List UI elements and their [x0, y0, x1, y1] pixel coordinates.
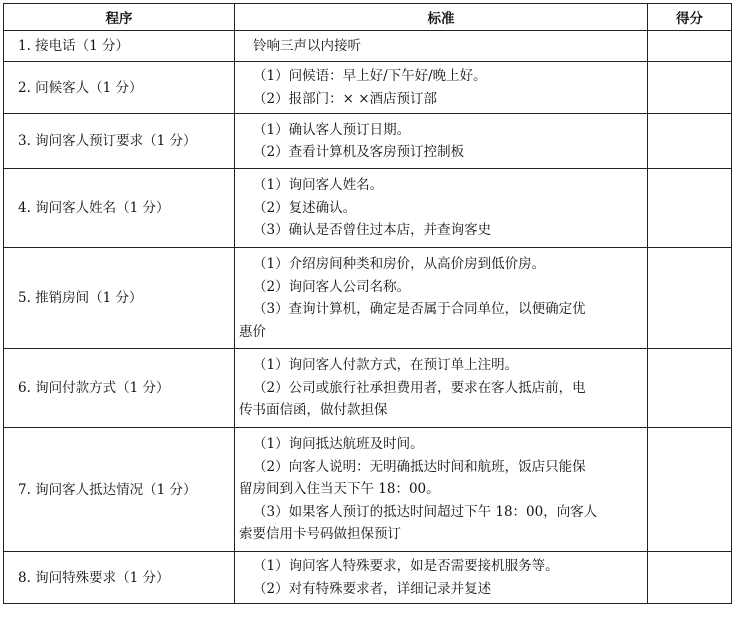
standard-line: （3）确认是否曾住过本店，并查询客史: [253, 222, 492, 239]
procedure-cell: 6. 询问付款方式（1 分）: [4, 349, 235, 428]
standard-line: （1）介绍房间种类和房价，从高价房到低价房。: [253, 256, 546, 272]
score-cell: [648, 169, 732, 248]
score-cell: [648, 62, 732, 114]
standard-line: （1）确认客人预订日期。: [253, 121, 411, 138]
header-procedure: 程序: [4, 4, 235, 31]
standard-line: 铃响三声以内接听: [253, 37, 361, 54]
standard-line: 传书面信函，做付款担保: [239, 402, 388, 419]
procedure-cell: 4. 询问客人姓名（1 分）: [4, 169, 235, 248]
standard-line: （2）报部门：× ×酒店预订部: [253, 90, 438, 107]
standard-cell: [235, 248, 648, 349]
score-cell: [648, 552, 732, 604]
standard-line: 惠价: [239, 323, 266, 340]
procedure-cell: 8. 询问特殊要求（1 分）: [4, 552, 235, 604]
procedure-cell: 1. 接电话（1 分）: [4, 31, 235, 62]
table-row: [4, 62, 732, 114]
table-row: [4, 248, 732, 349]
standard-line: （2）查看计算机及客房预订控制板: [253, 144, 465, 160]
score-cell: [648, 114, 732, 169]
procedure-cell: 5. 推销房间（1 分）: [4, 248, 235, 349]
procedure-cell: 3. 询问客人预订要求（1 分）: [4, 114, 235, 169]
standard-line: （1）问候语：早上好/下午好/晚上好。: [253, 68, 487, 84]
standard-line: （1）询问客人特殊要求，如是否需要接机服务等。: [253, 558, 559, 574]
standard-cell: [235, 114, 648, 169]
standard-cell: [235, 62, 648, 114]
standard-line: （3）如果客人预订的抵达时间超过下午 18：00，向客人: [253, 503, 598, 520]
standard-line: 留房间到入住当天下午 18：00。: [239, 481, 440, 498]
table-row: [4, 114, 732, 169]
score-cell: [648, 349, 732, 428]
table-row: [4, 31, 732, 62]
procedure-cell: 2. 问候客人（1 分）: [4, 62, 235, 114]
standard-line: （1）询问客人姓名。: [253, 177, 384, 194]
table-row: [4, 169, 732, 248]
procedure-scoring-table: [3, 3, 732, 604]
standard-line: （3）查询计算机，确定是否属于合同单位，以便确定优: [253, 301, 586, 317]
score-cell: [648, 428, 732, 552]
standard-line: 索要信用卡号码做担保预订: [239, 526, 401, 543]
table-row: [4, 349, 732, 428]
standard-cell: [235, 169, 648, 248]
procedure-table-container: [3, 3, 731, 604]
score-cell: [648, 248, 732, 349]
standard-cell: [235, 349, 648, 428]
table-header-row: [4, 4, 732, 31]
standard-cell: [235, 552, 648, 604]
header-score: 得分: [648, 4, 732, 31]
standard-line: （2）复述确认。: [253, 199, 357, 216]
score-cell: [648, 31, 732, 62]
table-row: [4, 552, 732, 604]
standard-cell: [235, 31, 648, 62]
standard-cell: [235, 428, 648, 552]
standard-line: （1）询问抵达航班及时间。: [253, 436, 424, 453]
standard-line: （2）公司或旅行社承担费用者，要求在客人抵店前，电: [253, 379, 586, 396]
standard-line: （2）询问客人公司名称。: [253, 278, 411, 295]
standard-line: （2）对有特殊要求者，详细记录并复述: [253, 580, 492, 597]
procedure-cell: 7. 询问客人抵达情况（1 分）: [4, 428, 235, 552]
standard-line: （1）询问客人付款方式，在预订单上注明。: [253, 357, 519, 374]
standard-line: （2）向客人说明：无明确抵达时间和航班，饭店只能保: [253, 458, 586, 475]
table-row: [4, 428, 732, 552]
header-standard: 标准: [235, 4, 648, 31]
